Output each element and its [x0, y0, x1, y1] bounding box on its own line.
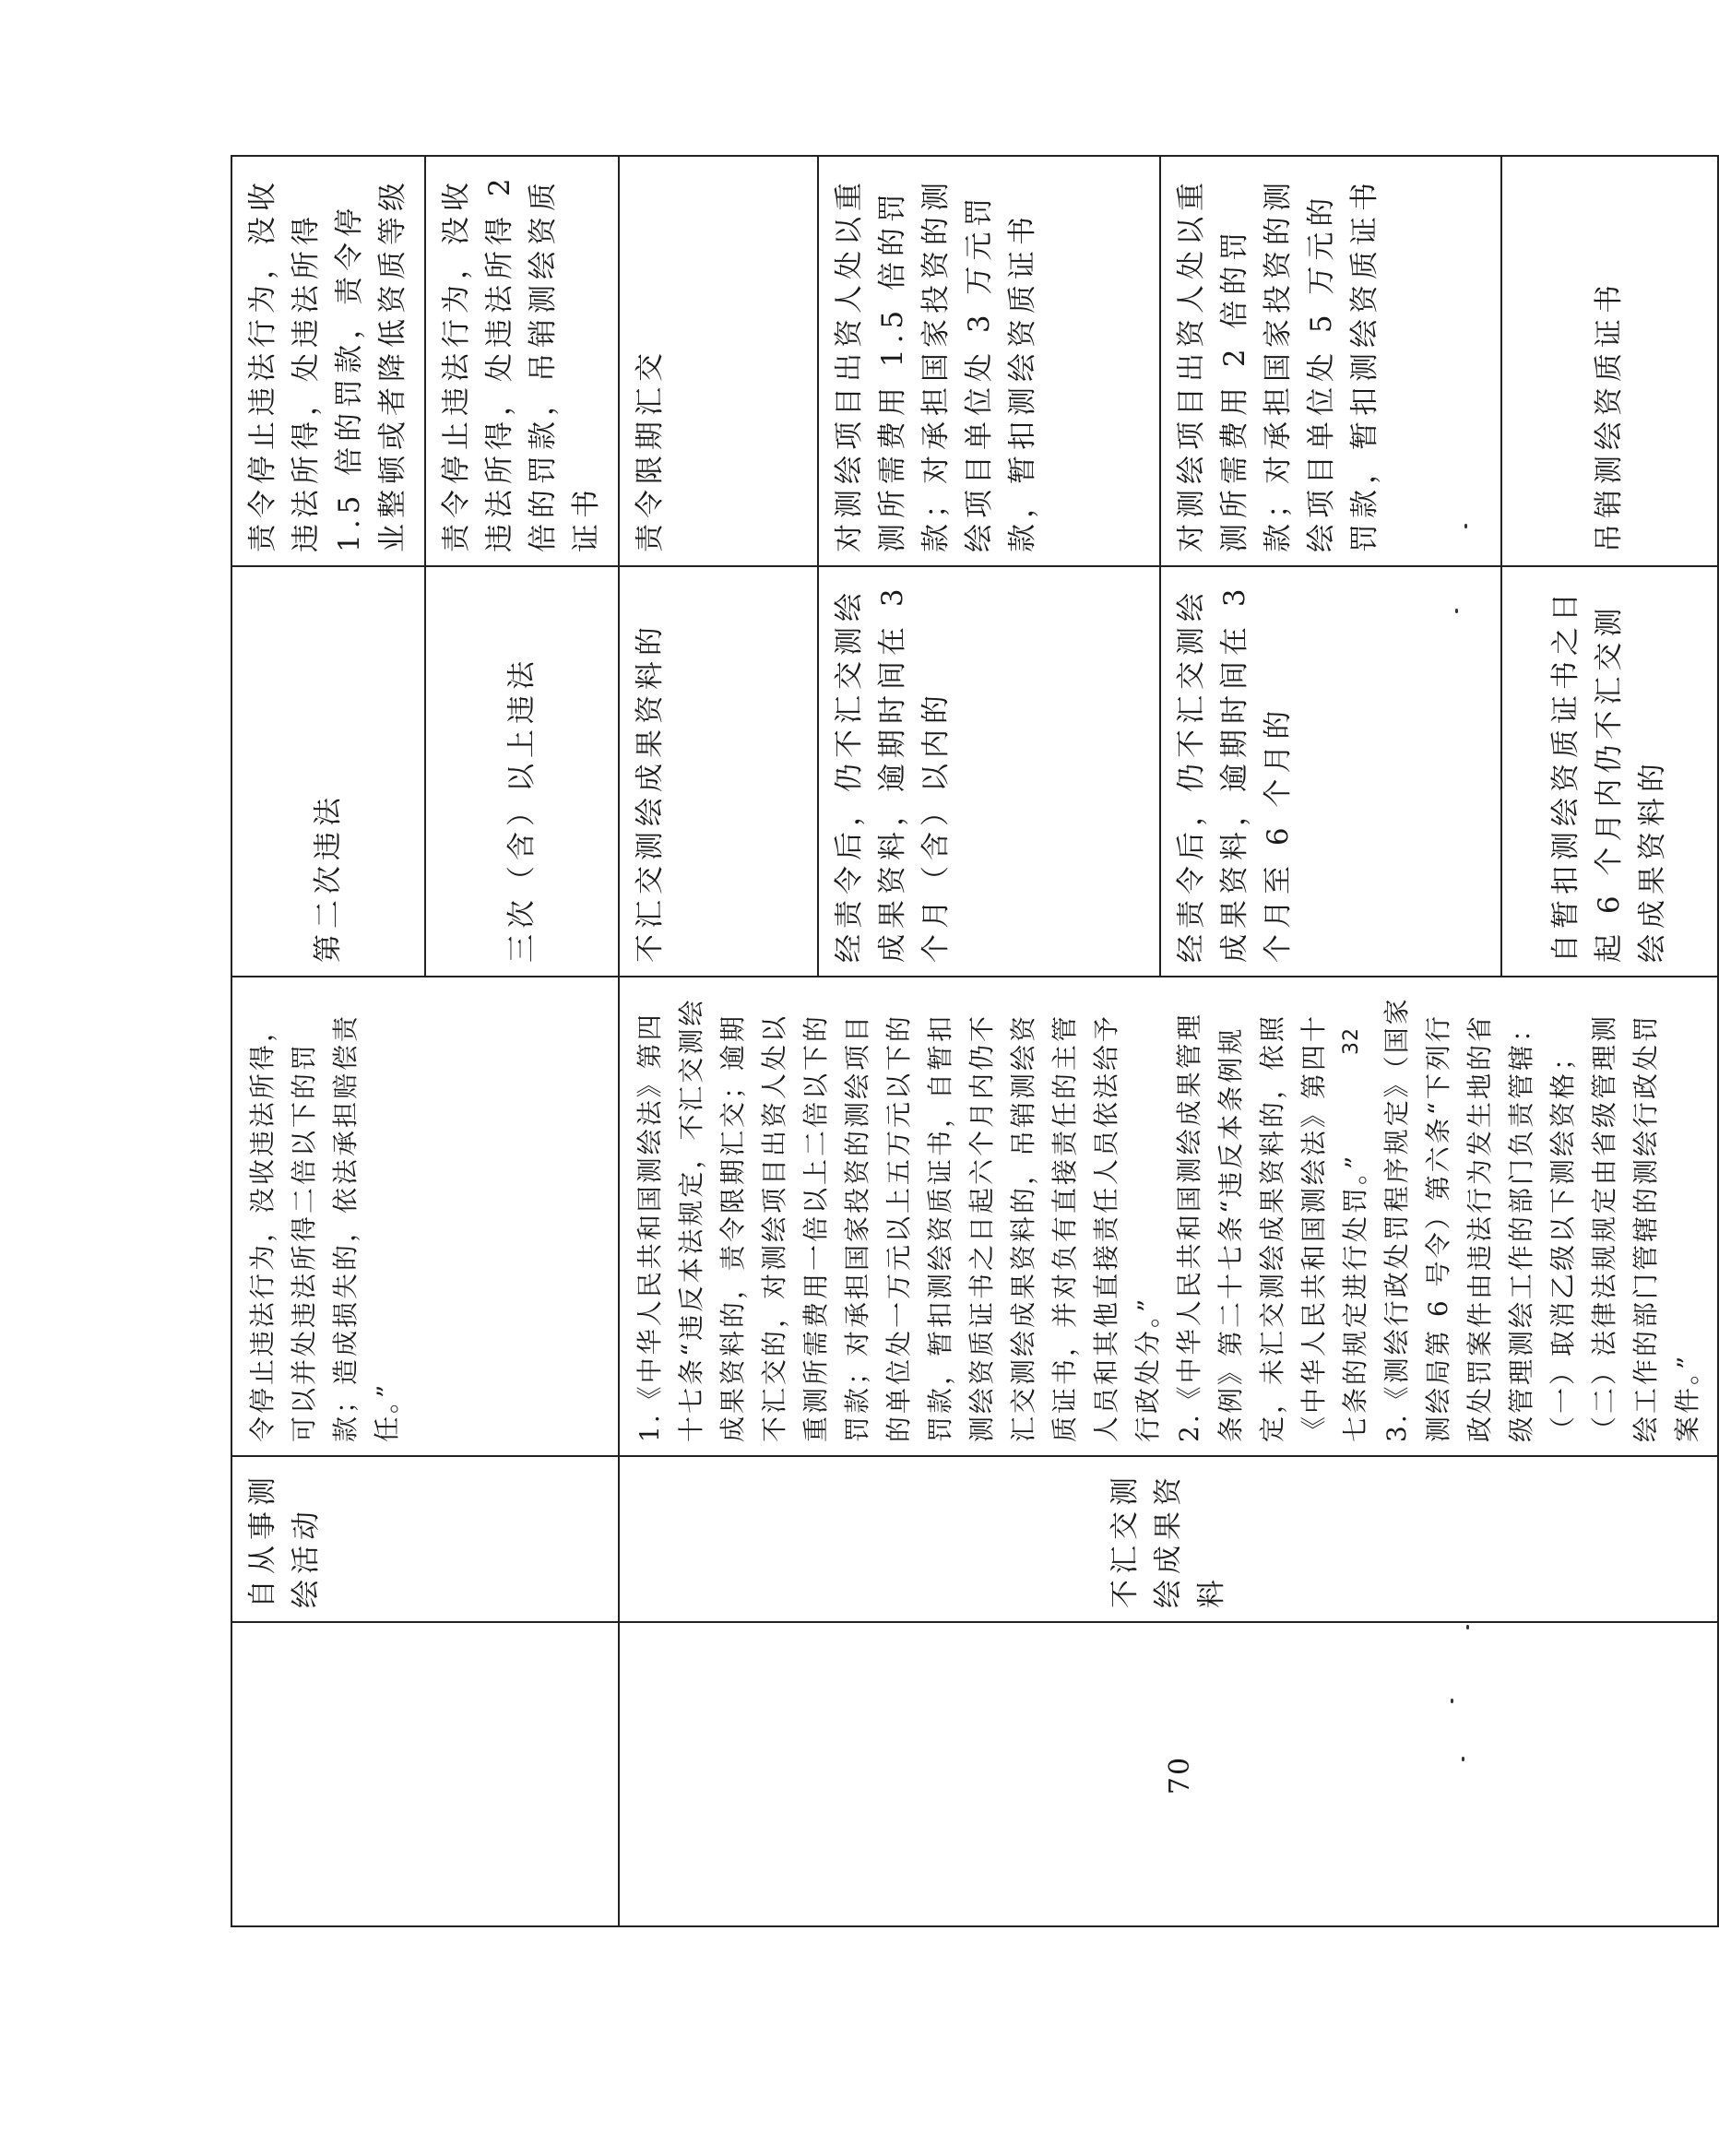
standard-cell — [1160, 156, 1501, 566]
scan-speck — [1464, 524, 1467, 528]
table-row — [619, 156, 818, 1926]
scan-speck — [1466, 1625, 1469, 1629]
situation-cell — [818, 566, 1159, 977]
standard-cell — [818, 156, 1159, 566]
table-row — [231, 156, 425, 1926]
standard-cell — [1501, 156, 1718, 566]
situation-text: 第二次违法 — [311, 792, 345, 963]
situation-text: 经责令后，仍不汇交测绘成果资料，逾期时间在 3 个月至 6 个月的 — [1174, 583, 1295, 963]
row-number-cell-prev — [231, 1622, 619, 1926]
row-number: 70 — [1164, 1755, 1196, 1795]
item-cell — [619, 1456, 1718, 1622]
situation-cell — [425, 566, 619, 977]
scan-speck — [1451, 1699, 1453, 1703]
basis-cell — [619, 977, 1718, 1456]
situation-cell — [1160, 566, 1501, 977]
standard-cell — [425, 156, 619, 566]
standard-cell — [619, 156, 818, 566]
standard-text: 吊销测绘资质证书 — [1593, 279, 1627, 552]
situation-cell — [231, 566, 425, 977]
standard-cell — [231, 156, 425, 566]
basis-text: 令停止违法行为，没收违法所得，可以并处违法所得二倍以下的罚款；造成损失的，依法承担赔偿责任。” — [247, 1013, 402, 1442]
scan-speck — [1462, 1757, 1464, 1761]
basis-paragraph: 2.《中华人民共和国测绘成果管理条例》第二十七条“违反本条例规定，未汇交测绘成果资料的，依照《中华人民共和国测绘法》第四十七条的规定进行处罚。” — [1174, 1012, 1370, 1442]
standard-text: 责令停止违法行为，没收违法所得，处违法所得 2 倍的罚款，吊销测绘资质证书 — [440, 172, 603, 552]
page-number: 32 — [1340, 1027, 1363, 1055]
basis-paragraph: 3.《测绘行政处罚程序规定》（国家测绘局第 6 号令）第六条“下列行政处罚案件由违法行为发生地的省级管理测绘工作的部门负责管辖：（一）取消乙级以下测绘资格；（二）法律法规规定由省级管理测绘工作的部门管辖的测绘行政处罚案件。” — [1381, 996, 1702, 1442]
item-name: 不汇交测绘成果资料 — [1108, 1472, 1228, 1608]
scan-speck — [1455, 609, 1458, 613]
situation-text: 三次（含）以上违法 — [504, 656, 539, 963]
item-name: 自从事测绘活动 — [246, 1472, 323, 1608]
situation-cell — [1501, 566, 1718, 977]
item-cell-prev — [231, 1456, 619, 1622]
standard-text: 对测绘项目出资人处以重测所需费用 1.5 倍的罚款；对承担国家投资的测绘项目单位处 3 万元罚款，暂扣测绘资质证书 — [833, 177, 1040, 552]
basis-cell-prev — [231, 977, 619, 1456]
standard-text: 责令停止违法行为，没收违法所得，处违法所得 1.5 倍的罚款，责令停业整顿或者降低资质等级 — [246, 177, 409, 552]
standard-text: 责令限期汇交 — [634, 348, 667, 552]
basis-paragraph: 1.《中华人民共和国测绘法》第四十七条“违反本法规定，不汇交测绘成果资料的，责令限期汇交；逾期不汇交的，对测绘项目出资人处以重测所需费用一倍以上二倍以下的罚款；对承担国家投资的测绘项目的单位处一万元以上五万元以下的罚款，暂扣测绘资质证书，自暂扣测绘资质证书之日起六个月内仍不汇交测绘成果资料的，吊销测绘资质证书，并对负有直接责任的主管人员和其他直接责任人员依法给予行政处分。” — [634, 997, 1163, 1442]
situation-text: 不汇交测绘成果资料的 — [634, 622, 667, 963]
situation-text: 自暂扣测绘资质证书之日起 6 个月内仍不汇交测绘成果资料的 — [1549, 587, 1670, 963]
penalty-standard-table — [231, 155, 1719, 1927]
situation-text: 经责令后，仍不汇交测绘成果资料，逾期时间在 3 个月（含）以内的 — [833, 583, 954, 963]
standard-text: 对测绘项目出资人处以重测所需费用 2 倍的罚款；对承担国家投资的测绘项目单位处 5 万元的罚款，暂扣测绘资质证书 — [1174, 177, 1381, 552]
situation-cell — [619, 566, 818, 977]
